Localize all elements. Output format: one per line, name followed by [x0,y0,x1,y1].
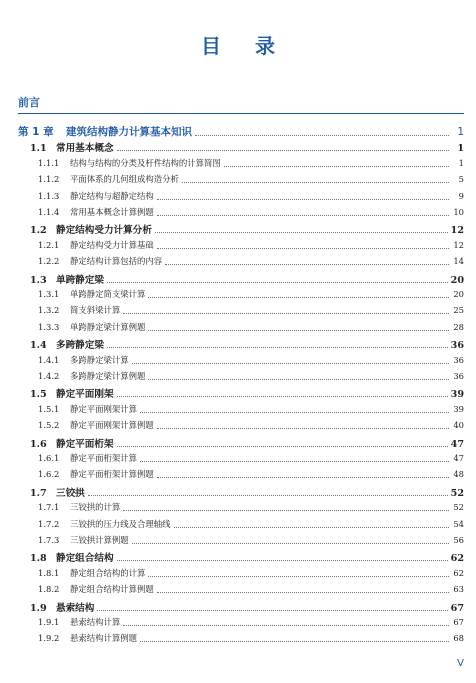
dot-leader [157,247,449,249]
toc-entry-number: 1.8 [30,553,47,565]
toc-entry-title: 静定结构受力计算分析 [56,225,152,237]
dot-leader [148,575,449,577]
toc-subsection-entry[interactable] [38,288,464,300]
toc-entry-number: 1.1.4 [38,207,60,217]
toc-entry-page: 12 [450,225,464,237]
toc-entry-number: 1.1.1 [38,157,60,168]
toc-entry-title: 单跨静定梁计算例题 [70,321,146,332]
toc-entry-number: 第 1 章 [18,126,54,138]
toc-entry-number: 1.7.3 [38,535,60,545]
toc-entry-number: 1.6.1 [38,453,60,463]
toc-entry-page: 39 [453,403,464,414]
toc-subsection-entry[interactable] [38,304,464,316]
toc-entry-page: 36 [450,340,464,352]
toc-subsection-entry[interactable] [38,616,464,628]
toc-subsection-entry[interactable] [38,321,464,333]
toc-entry-number: 1.6.2 [38,469,60,480]
toc-entry-page: 1 [457,143,464,155]
dot-leader [182,181,449,183]
toc-entry-title: 静定结构受力计算基础 [70,239,154,250]
toc-entry-title: 悬索结构 [56,602,95,614]
toc-entry-page: 48 [453,469,464,480]
toc-entry-number: 1.2.1 [38,239,60,250]
toc-entry-number: 1.3.2 [38,305,60,316]
dot-leader [132,362,449,364]
title-char-right: 录 [255,34,275,58]
toc-entry-page: 47 [453,453,464,463]
toc-entry-title: 静定组合结构的计算 [70,567,146,578]
toc-subsection-entry[interactable] [38,501,464,513]
dot-leader [224,165,449,167]
toc-section-entry[interactable] [30,386,464,400]
toc-section-entry[interactable] [30,550,464,564]
toc-entry-number: 1.8.1 [38,567,60,578]
toc-subsection-entry[interactable] [38,567,464,579]
dot-leader [148,329,449,331]
toc-entry-title: 平面体系的几何组成构造分析 [70,174,179,185]
toc-entry-page: 67 [450,602,464,614]
toc-entry-title: 静定平面刚架计算例题 [70,420,154,431]
dot-leader [117,445,448,447]
toc-entry-page: 5 [458,174,464,185]
toc-entry-number: 1.3.1 [38,289,60,299]
toc-entry-title: 三铰拱的计算 [70,502,121,513]
toc-entry-title: 简支斜梁计算 [70,305,121,316]
toc-entry-title: 三铰拱的压力线及合理轴线 [70,518,171,529]
dot-leader [174,526,450,528]
toc-section-entry[interactable] [30,485,464,499]
toc-entry-page: 10 [453,207,464,217]
toc-chapter-entry[interactable] [18,124,464,139]
toc-entry-number: 1.5 [30,389,47,401]
toc-subsection-entry[interactable] [38,255,464,267]
dot-leader [140,411,449,413]
dot-leader [140,640,449,642]
toc-entry-title: 悬索结构计算例题 [70,633,137,644]
toc-entry-title: 常用基本概念计算例题 [70,207,154,217]
toc-entry-page: 47 [450,438,464,450]
toc-section-entry[interactable] [30,337,464,351]
toc-entry-page: 36 [453,354,464,365]
toc-entry-page: 20 [453,289,464,299]
toc-entry-page: 9 [458,190,464,201]
dot-leader [157,214,449,216]
toc-entry-number: 1.3 [30,274,47,286]
dot-leader [117,559,448,561]
toc-entry-page: 1 [458,157,464,168]
toc-entry-page: 40 [453,420,464,431]
toc-entry-page: 39 [450,389,464,401]
toc-entry-number: 1.6 [30,438,47,450]
dot-leader [157,427,449,429]
toc-entry-page: 67 [453,617,464,627]
toc-entry-number: 1.5.1 [38,403,60,414]
toc-entry-number: 1.2.2 [38,256,60,267]
toc-entry-page: 28 [453,321,464,332]
toc-entry-title: 三铰拱计算例题 [70,535,129,545]
toc-entry-number: 1.8.2 [38,584,60,595]
toc-subsection-entry[interactable] [38,370,464,382]
toc-entry-title: 静定组合结构计算例题 [70,584,154,595]
toc-entry-number: 1.1.2 [38,174,60,185]
toc-entry-title: 结构与结构的分类及杆件结构的计算简图 [70,157,221,168]
dot-leader [97,609,447,611]
toc-entry-number: 1.1.3 [38,190,60,201]
toc-entry-title: 静定平面刚架计算 [70,403,137,414]
toc-subsection-entry[interactable] [38,583,464,595]
title-char-left: 目 [201,34,221,58]
toc-entry-page: 14 [453,256,464,267]
toc-section-entry[interactable] [30,222,464,236]
toc-entry-title: 悬索结构计算 [70,617,121,627]
toc-entry-title: 单跨静定简支梁计算 [70,289,146,299]
dot-leader [157,198,449,200]
toc-entry-page: 56 [453,535,464,545]
toc-entry-page: 54 [453,518,464,529]
toc-section-entry[interactable] [30,272,464,286]
dot-leader [88,494,448,496]
toc-subsection-entry[interactable] [38,632,464,644]
dot-leader [148,296,449,298]
toc-subsection-entry[interactable] [38,354,464,366]
toc-entry-number: 1.3.3 [38,321,60,332]
toc-section-entry[interactable] [30,436,464,450]
toc-entry-page: 36 [453,371,464,381]
toc-entry-page: 1 [457,126,464,138]
divider-rule [18,113,464,114]
toc-entry-page: 12 [453,239,464,250]
page-title [0,30,476,59]
dot-leader [123,312,449,314]
toc-section-entry[interactable] [30,600,464,614]
toc-entry-title: 静定平面桁架计算 [70,453,137,463]
toc-subsection-entry[interactable] [38,452,464,464]
toc-entry-page: 25 [453,305,464,316]
dot-leader [155,231,448,233]
toc-entry-number: 1.4.1 [38,354,60,365]
toc-subsection-entry[interactable] [38,190,464,202]
toc-entry-page: 63 [453,584,464,595]
toc-entry-title: 三铰拱 [56,487,85,499]
preface-heading[interactable]: 前言 [18,96,40,109]
toc-entry-number: 1.4 [30,340,47,352]
dot-leader [123,509,449,511]
toc-entry-title: 静定平面刚架 [56,389,114,401]
page-number: V [457,658,464,669]
toc-entry-title: 常用基本概念 [56,143,114,155]
toc-entry-number: 1.2 [30,225,47,237]
toc-subsection-entry[interactable] [38,534,464,546]
toc-entry-page: 52 [453,502,464,513]
toc-entry-number: 1.7.1 [38,502,60,513]
toc-entry-page: 20 [450,274,464,286]
dot-leader [132,542,449,544]
dot-leader [195,134,449,136]
toc-entry-title: 多跨静定梁 [56,340,104,352]
dot-leader [157,591,449,593]
toc-entry-page: 62 [450,553,464,565]
dot-leader [148,378,449,380]
dot-leader [123,624,449,626]
toc-entry-title: 静定平面桁架 [56,438,114,450]
toc-entry-number: 1.9 [30,602,47,614]
toc-subsection-entry[interactable] [38,157,464,169]
dot-leader [107,346,448,348]
toc-subsection-entry[interactable] [38,206,464,218]
toc-entry-page: 62 [453,567,464,578]
toc-entry-number: 1.7.2 [38,518,60,529]
toc-section-entry[interactable] [30,140,464,154]
dot-leader [117,149,449,151]
toc-entry-title: 建筑结构静力计算基本知识 [66,126,192,138]
toc-subsection-entry[interactable] [38,403,464,415]
toc-entry-title: 单跨静定梁 [56,274,104,286]
toc-entry-title: 多跨静定梁计算例题 [70,371,146,381]
toc-entry-title: 静定结构计算包括的内容 [70,256,163,267]
toc-entry-page: 52 [450,487,464,499]
toc-entry-number: 1.7 [30,487,47,499]
toc-entry-number: 1.1 [30,143,47,155]
toc-entry-title: 静定组合结构 [56,553,114,565]
dot-leader [157,476,449,478]
dot-leader [140,460,449,462]
toc-subsection-entry[interactable] [38,468,464,480]
toc-entry-number: 1.4.2 [38,371,60,381]
toc-entry-title: 静定平面桁架计算例题 [70,469,154,480]
toc-subsection-entry[interactable] [38,419,464,431]
toc-subsection-entry[interactable] [38,239,464,251]
toc-entry-page: 68 [453,633,464,644]
toc-subsection-entry[interactable] [38,173,464,185]
toc-subsection-entry[interactable] [38,518,464,530]
dot-leader [117,395,448,397]
dot-leader [165,263,449,265]
toc-entry-number: 1.5.2 [38,420,60,431]
toc-entry-title: 静定结构与超静定结构 [70,190,154,201]
toc-entry-number: 1.9.2 [38,633,60,644]
dot-leader [107,281,448,283]
toc-entry-title: 多跨静定梁计算 [70,354,129,365]
toc-entry-number: 1.9.1 [38,617,60,627]
